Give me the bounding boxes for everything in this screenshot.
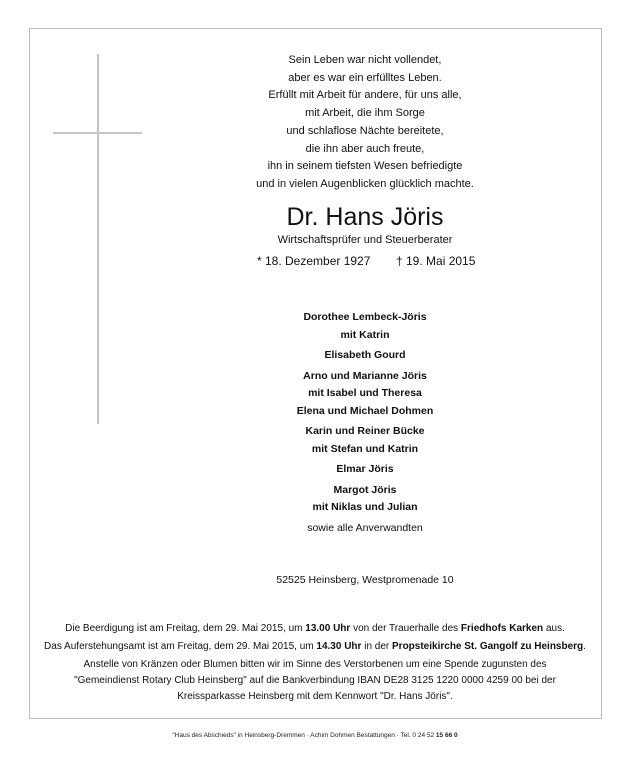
life-dates — [257, 252, 487, 270]
family-address: 52525 Heinsberg, Westpromenade 10 — [276, 574, 454, 586]
birth-date: * 18. Dezember 1927 — [257, 254, 371, 268]
funeral-notices — [32, 621, 598, 707]
cross-icon-vertical-beam — [97, 54, 99, 424]
mourner-line: Dorothee Lembeck-Jöris — [303, 311, 427, 323]
mourner-line: mit Katrin — [340, 328, 390, 341]
mourner-line: Karin und Reiner Bücke — [305, 425, 425, 437]
footer-phone: 15 66 0 — [435, 732, 458, 739]
mass-time: 14.30 Uhr — [316, 641, 362, 652]
deceased-profession: Wirtschaftsprüfer und Steuerberater — [277, 234, 453, 246]
poem-line: aber es war ein erfülltes Leben. — [288, 71, 442, 84]
cross-icon-horizontal-beam — [53, 132, 142, 134]
poem-line: und in vielen Augenblicken glücklich machte. — [256, 177, 474, 190]
mourner-line: Elmar Jöris — [336, 463, 394, 475]
mourners-list — [240, 309, 490, 540]
donation-line: Kreissparkasse Heinsberg mit dem Kennwort "Dr. Hans Jöris". — [177, 691, 453, 702]
donation-line: "Gemeindienst Rotary Club Heinsberg" auf die Bankverbindung IBAN DE28 3125 1220 0000 4259 00 bei der — [74, 675, 556, 686]
mourner-line: Arno und Marianne Jöris — [303, 369, 427, 382]
poem-line: und schlaflose Nächte bereitete, — [286, 124, 444, 137]
donation-notice — [32, 657, 598, 705]
mourner-group — [240, 368, 490, 421]
funeral-notice: Die Beerdigung ist am Freitag, dem 29. Mai 2015, um 13.00 Uhr von der Trauerhalle des Friedhofs Karken aus. — [65, 623, 565, 634]
death-date: † 19. Mai 2015 — [396, 254, 476, 268]
mourner-group — [240, 309, 490, 344]
donation-line: Anstelle von Kränzen oder Blumen bitten wir im Sinne des Verstorbenen um eine Spende zugunsten des — [83, 659, 547, 670]
poem-line: mit Arbeit, die ihm Sorge — [305, 107, 425, 120]
poem-line: die ihn aber auch freute, — [305, 142, 425, 155]
deceased-name: Dr. Hans Jöris — [286, 203, 444, 231]
poem-line: ihn in seinem tiefsten Wesen befriedigte — [267, 160, 463, 173]
mourner-line: mit Niklas und Julian — [312, 501, 418, 513]
memorial-poem — [240, 52, 490, 194]
funeral-home-footer: "Haus des Abschieds" in Heinsberg-Dremmen · Achim Dohmen Bestattungen · Tel. 0 24 52 15 66 0 — [172, 732, 458, 739]
mourner-group-closing — [240, 520, 490, 538]
mourner-line: Margot Jöris — [333, 483, 397, 496]
funeral-place: Friedhofs Karken — [460, 623, 544, 634]
mourner-line: mit Isabel und Theresa — [308, 387, 422, 399]
mourners-closing-line: sowie alle Anverwandten — [307, 521, 423, 534]
funeral-time: 13.00 Uhr — [305, 623, 351, 634]
poem-line: Erfüllt mit Arbeit für andere, für uns alle, — [268, 89, 462, 102]
mass-notice: Das Auferstehungsamt ist am Freitag, dem 29. Mai 2015, um 14.30 Uhr in der Propsteikirche St. Gangolf zu Heinsberg. — [44, 641, 586, 652]
mass-place: Propsteikirche St. Gangolf zu Heinsberg — [392, 641, 584, 652]
mourner-group — [240, 423, 490, 458]
mourner-line: Elena und Michael Dohmen — [296, 404, 434, 417]
mourner-group — [240, 461, 490, 479]
mourner-line: Elisabeth Gourd — [324, 349, 406, 361]
poem-line: Sein Leben war nicht vollendet, — [288, 54, 442, 66]
mourner-line: mit Stefan und Katrin — [311, 442, 419, 455]
mourner-group — [240, 482, 490, 517]
mourner-group — [240, 347, 490, 365]
